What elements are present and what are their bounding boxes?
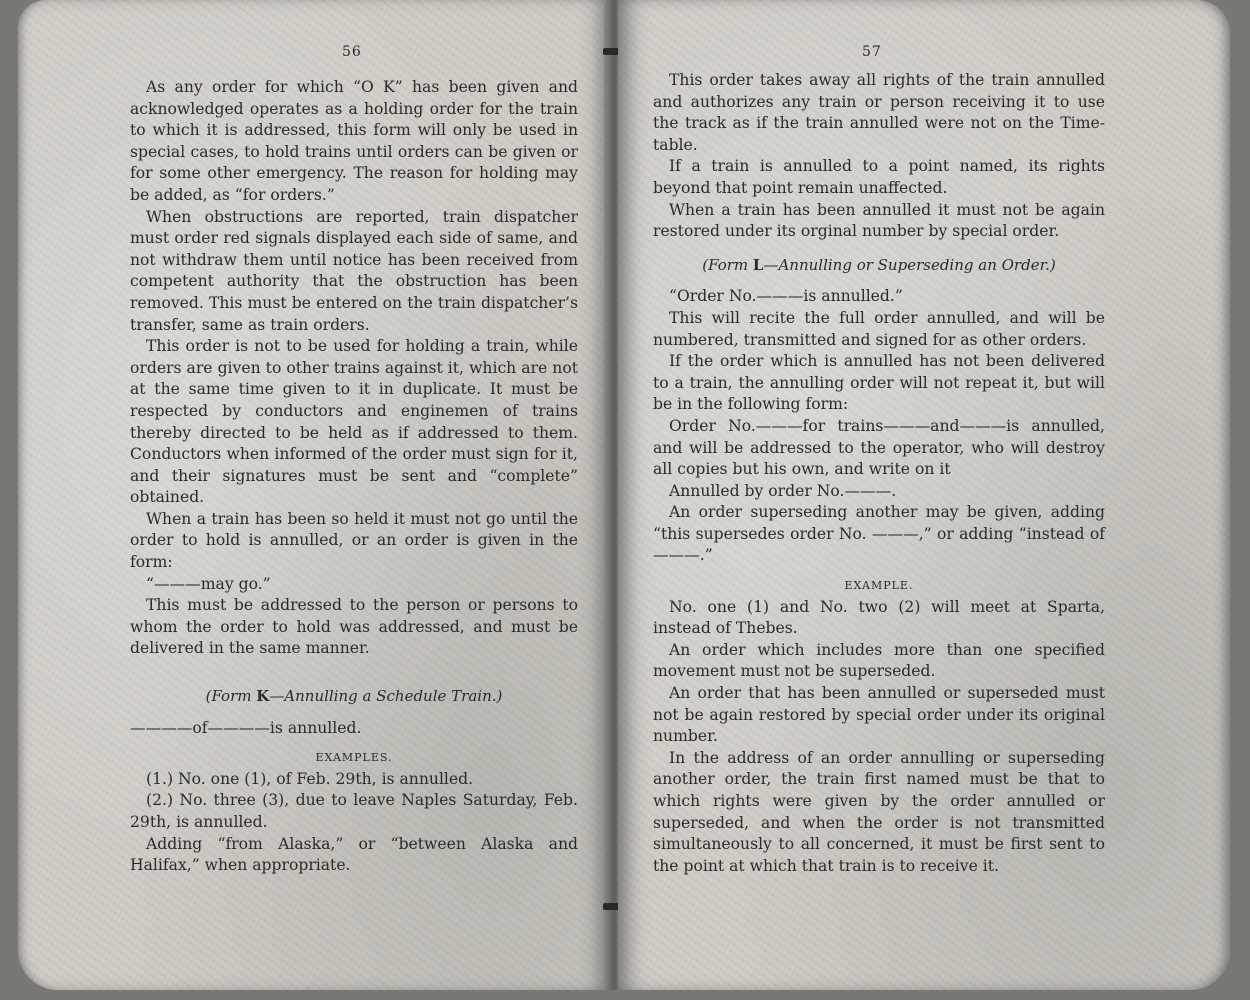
form-l-heading [653, 255, 1105, 277]
left-page [18, 0, 610, 990]
example-item: (1.) No. one (1), of Feb. 29th, is annulled. [146, 769, 474, 788]
paragraph: As any order for which “O K” has been given and acknowledged operates as a holding order for the train to which it is addressed, this form will only be used in special cases, to hold trains until orders can be given or for some other emergency. The reason for holding may be added, as “for orders.” [130, 78, 578, 204]
paragraph: An order which includes more than one specified movement must not be superseded. [653, 640, 1105, 681]
paragraph: No. one (1) and No. two (2) will meet at Sparta, instead of Thebes. [653, 597, 1105, 638]
paragraph: This order takes away all rights of the train annulled and authorizes any train or person receiving it to use the track as if the train annulled were not on the Time-table. [653, 71, 1105, 154]
example-item: Adding “from Alaska,” or “between Alaska and Halifax,” when appropriate. [130, 834, 578, 875]
form-heading-letter: K [256, 687, 270, 706]
paragraph: This order is not to be used for holding a train, while orders are given to other trains against it, which are not at the same time given to it in duplicate. It must be respected by conductors and enginemen of trains thereby directed to be held as if addressed to them. Conductors when informed of the order must sign for it, and their signatures must be sent and “complete” obtained. [130, 337, 578, 507]
form-heading-suffix: —Annulling a Schedule Train.) [269, 687, 503, 706]
form-heading-suffix: —Annulling or Superseding an Order.) [763, 255, 1056, 274]
form-heading-prefix: (Form [702, 255, 753, 274]
paragraph: When a train has been so held it must not go until the order to hold is annulled, or an order is given in the form: [130, 509, 578, 572]
paragraph: In the address of an order annulling or superseding another order, the train first named must be that to which rights were given by the order annulled or superseded, and when the order is not transmitted simultaneously to all concerned, it must be first sent to the point at which that train is to receive it. [653, 748, 1105, 875]
form-example-line: “———may go.” [146, 574, 271, 593]
paragraph: Order No.———for trains———and———is annulled, and will be addressed to the operator, who will destroy all copies but his own, and write on it [653, 416, 1105, 479]
example-item: (2.) No. three (3), due to leave Naples Saturday, Feb. 29th, is annulled. [130, 791, 578, 831]
form-heading-prefix: (Form [205, 687, 257, 706]
paragraph: When a train has been annulled it must not be again restored under its orginal number by special order. [653, 200, 1105, 241]
paragraph: An order superseding another may be given, adding “this supersedes order No. ———,” or adding “instead of———.” [653, 503, 1105, 565]
example-label: EXAMPLE. [844, 579, 914, 593]
form-example-line: “Order No.———is annulled.” [669, 287, 903, 306]
paragraph: If a train is annulled to a point named, its rights beyond that point remain unaffected. [653, 157, 1105, 197]
paragraph: If the order which is annulled has not been delivered to a train, the annulling order will not repeat it, but will be in the following form: [653, 352, 1105, 414]
paragraph: This will recite the full order annulled, and will be numbered, transmitted and signed for as other orders. [653, 308, 1105, 349]
paragraph: Annulled by order No.———. [669, 481, 897, 500]
form-heading-letter: L [752, 255, 764, 274]
left-page-text [130, 77, 578, 877]
page-number-left: 56 [342, 44, 362, 60]
paragraph: When obstructions are reported, train dispatcher must order red signals displayed each side of same, and not withdraw them until notice has been received from competent authority that the obstruction has been removed. This must be entered on the train dispatcher’s transfer, same as train orders. [130, 207, 578, 334]
page-number-right: 57 [862, 44, 882, 60]
examples-label: EXAMPLES. [315, 751, 393, 765]
right-page-text [653, 70, 1105, 877]
paragraph: This must be addressed to the person or persons to whom the order to hold was addressed, and must be delivered in the same manner. [130, 596, 578, 658]
paragraph: An order that has been annulled or superseded must not be again restored by special order under its original number. [653, 684, 1105, 746]
form-k-heading [130, 686, 578, 708]
right-page [618, 0, 1230, 990]
form-k-line: ————of————is annulled. [130, 718, 362, 737]
